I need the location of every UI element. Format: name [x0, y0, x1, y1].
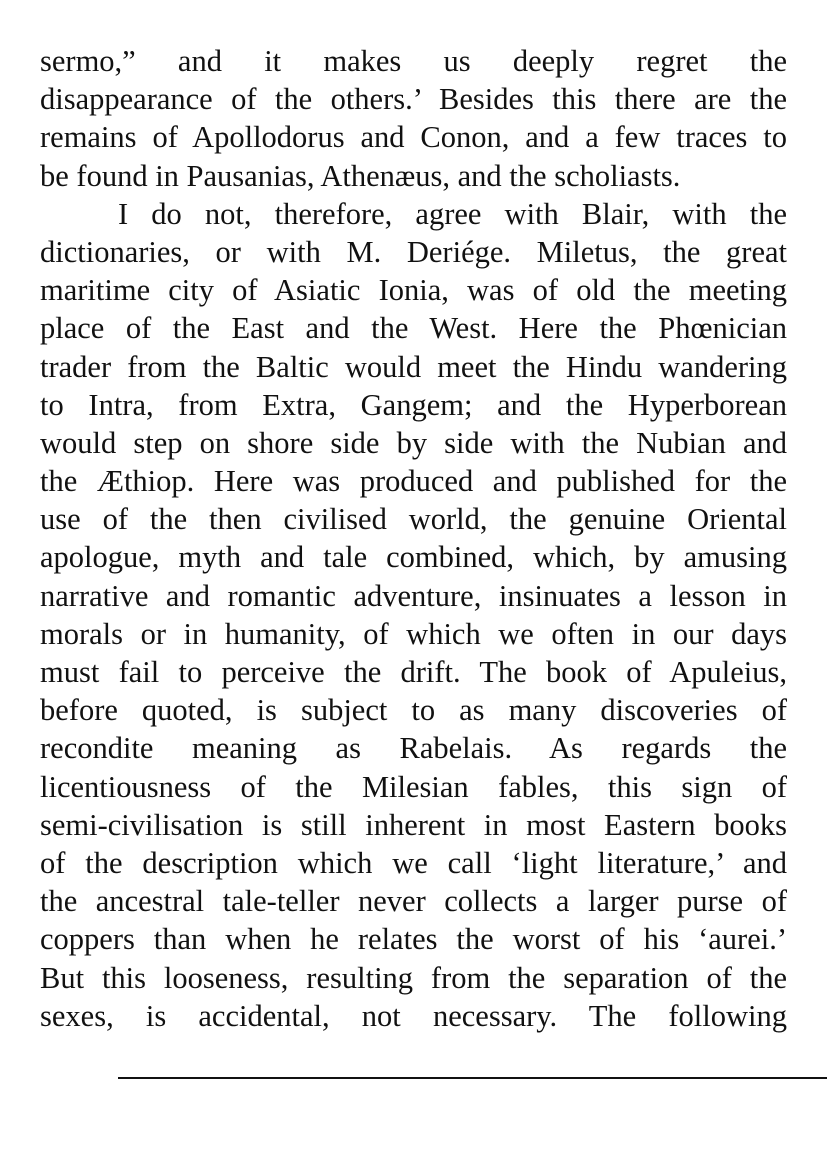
text-line: would step on shore side by side with the Nubian and	[40, 425, 787, 460]
text-line: be found in Pausanias, Athenæus, and the scholiasts.	[40, 158, 681, 193]
text-line: of the description which we call ‘light literature,’ and	[40, 845, 787, 880]
text-line: maritime city of Asiatic Ionia, was of old the meeting	[40, 273, 787, 308]
text-line: place of the East and the West. Here the Phœnician	[40, 311, 787, 346]
text-line: the Æthiop. Here was produced and published for the	[40, 464, 787, 499]
text-line: morals or in humanity, of which we often in our days	[40, 616, 787, 651]
text-line: disappearance of the others.’ Besides this there are the	[40, 82, 787, 117]
text-line: to Intra, from Extra, Gangem; and the Hyperborean	[40, 387, 787, 422]
text-line: dictionaries, or with M. Deriége. Miletus, the great	[40, 234, 787, 269]
text-line: coppers than when he relates the worst of his ‘aurei.’	[40, 922, 787, 957]
text-line: recondite meaning as Rabelais. As regards the	[40, 731, 787, 766]
text-line: trader from the Baltic would meet the Hindu wandering	[40, 349, 787, 384]
body-text	[40, 42, 787, 1035]
paragraph-first-line: I do not, therefore, agree with Blair, with the	[118, 196, 787, 231]
text-line: But this looseness, resulting from the separation of the	[40, 960, 787, 995]
text-line: narrative and romantic adventure, insinuates a lesson in	[40, 578, 787, 613]
text-line: semi-civilisation is still inherent in most Eastern books	[40, 807, 787, 842]
text-line: must fail to perceive the drift. The book of Apuleius,	[40, 655, 787, 689]
footnote-rule	[118, 1077, 827, 1079]
text-line: before quoted, is subject to as many discoveries of	[40, 693, 787, 728]
text-line: sexes, is accidental, not necessary. The following	[40, 998, 787, 1033]
text-line: licentiousness of the Milesian fables, this sign of	[40, 769, 787, 804]
text-line: the ancestral tale-teller never collects a larger purse of	[40, 884, 787, 919]
text-line: sermo,” and it makes us deeply regret the	[40, 44, 787, 78]
text-line: use of the then civilised world, the genuine Oriental	[40, 502, 787, 537]
text-line: apologue, myth and tale combined, which, by amusing	[40, 540, 787, 575]
text-line: remains of Apollodorus and Conon, and a few traces to	[40, 120, 787, 155]
